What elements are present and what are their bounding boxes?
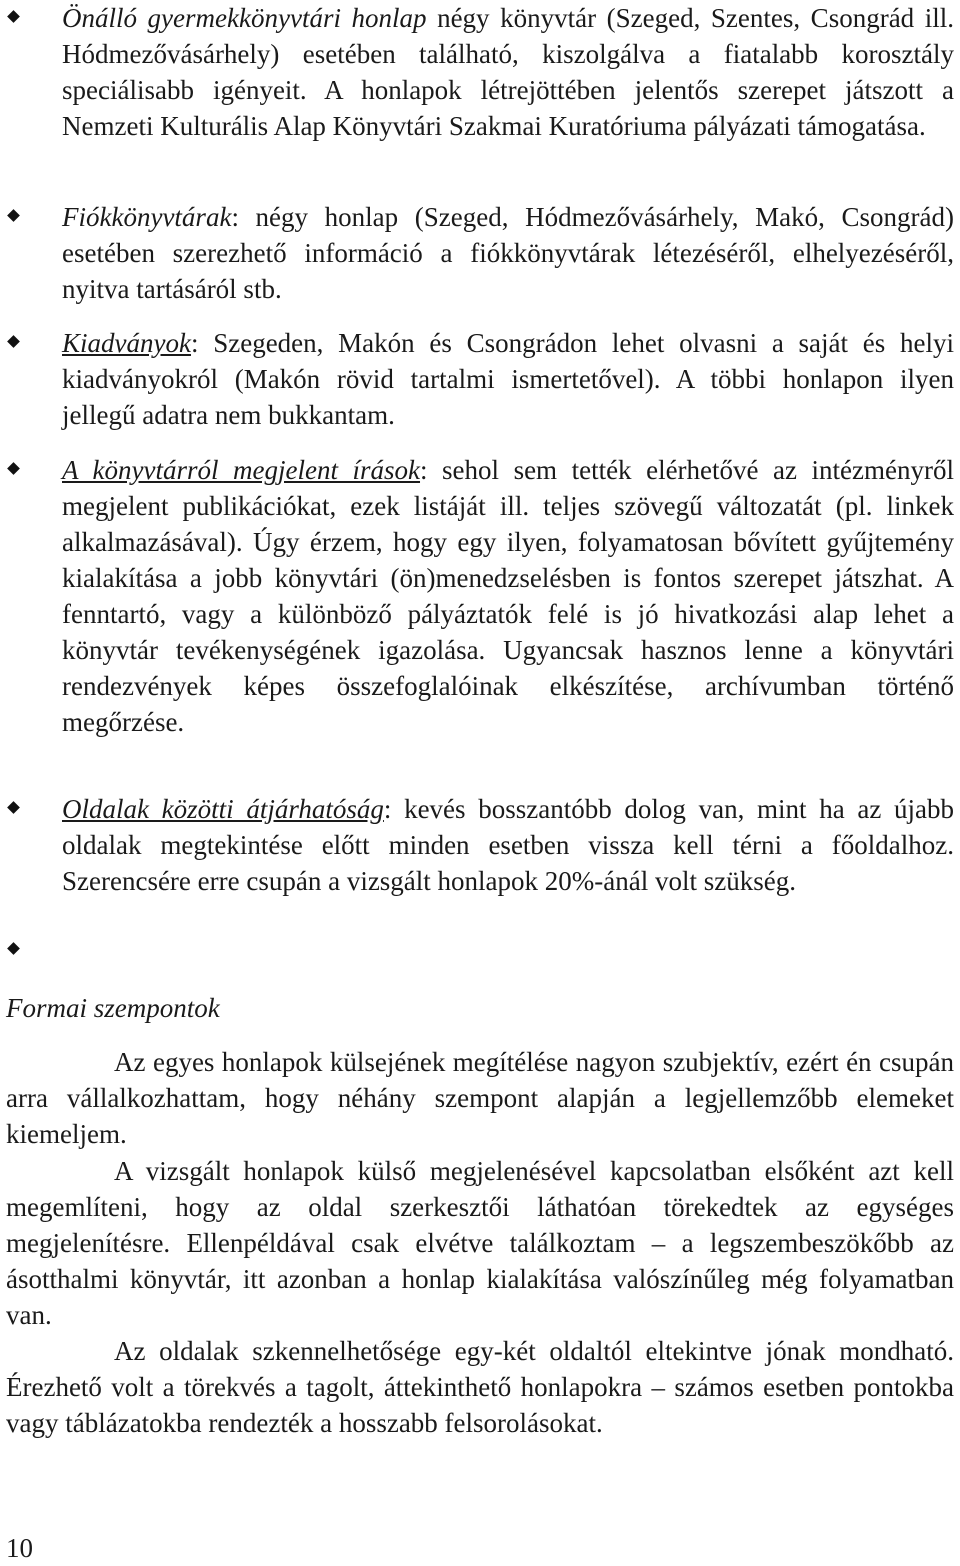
body-paragraph: Az egyes honlapok külsejének megítélése nagyon szubjektív, ezért én csupán arra vállalkozhattam, hogy néhány szempont alapján a legjellemzőbb elemeket kiemeljem. — [6, 1047, 954, 1149]
diamond-bullet-icon — [7, 209, 20, 222]
diamond-bullet-icon — [7, 462, 20, 475]
bullet-text: : sehol sem tették elérhetővé az intézményről megjelent publikációkat, ezek listáját ill. teljes szövegű változatát (pl. linkek alkalmazásával). Úgy érzem, hogy egy ilyen, folyamatosan bővített gyűjtemény kialakítása a jobb könyvtári (ön)menedzselésben is fontos szerepet játszhat. A fenntartó, vagy a különböző pályáztatók felé is jó hivatkozási alap lehet a könyvtár tevékenységének igazolása. Ugyancsak hasznos lenne a könyvtári rendezvények képes összefoglalóinak elkészítése, archívumban történő megőrzése. — [62, 455, 954, 737]
diamond-bullet-icon — [7, 801, 20, 814]
bullet-text: : Szegeden, Makón és Csongrádon lehet olvasni a saját és helyi kiadványokról (Makón rövid tartalmi ismertetővel). A többi honlapon ilyen jellegű adatra nem bukkantam. — [62, 328, 954, 430]
bullet-term: Önálló gyermekkönyvtári honlap — [62, 3, 427, 33]
list-item — [0, 452, 960, 740]
body-paragraph: Az oldalak szkennelhetősége egy-két oldaltól eltekintve jónak mondható. Érezhető volt a törekvés a tagolt, áttekinthető honlapokra – számos esetben pontokba vagy táblázatokba rendezték a hosszabb felsorolásokat. — [6, 1336, 954, 1438]
bullet-term: Oldalak közötti átjárhatóság — [62, 794, 384, 824]
bullet-text: négy könyvtár (Szeged, Szentes, Csongrád ill. Hódmezővásárhely) esetében található, kiszolgálva a fiatalabb korosztály speciálisabb igényeit. A honlapok létrejöttében jelentős szerepet játszott a Nemzeti Kulturális Alap Könyvtári Szakmai Kuratóriuma pályázati támogatása. — [62, 3, 954, 141]
bullet-term: Kiadványok — [62, 328, 191, 358]
list-item — [0, 199, 960, 307]
bullet-term: Fiókkönyvtárak — [62, 202, 232, 232]
bullet-text: : négy honlap (Szeged, Hódmezővásárhely, Makó, Csongrád) esetében szerezhető információ a fiókkönyvtárak létezéséről, elhelyezéséről, nyitva tartásáról stb. — [62, 202, 954, 304]
list-item — [0, 325, 960, 433]
page-number: 10 — [6, 1533, 33, 1563]
bullet-term: A könyvtárról megjelent írások — [62, 455, 421, 485]
diamond-bullet-icon — [7, 942, 20, 955]
list-item — [0, 0, 960, 144]
body-paragraph: A vizsgált honlapok külső megjelenésével kapcsolatban elsőként azt kell megemlíteni, hogy az oldal szerkesztői láthatóan törekedtek az egységes megjelenítésre. Ellenpéldával csak elvétve találkoztam – a legszembeszökőbb az ásotthalmi könyvtár, itt azonban a honlap kialakítása valószínűleg még folyamatban van. — [6, 1156, 954, 1330]
diamond-bullet-icon — [7, 335, 20, 348]
list-item — [0, 791, 960, 899]
diamond-bullet-icon — [7, 10, 20, 23]
section-heading: Formai szempontok — [6, 993, 220, 1023]
bullet-text: : kevés bosszantóbb dolog van, mint ha az újabb oldalak megtekintése előtt minden esetben vissza kell térni a főoldalhoz. Szerencsére erre csupán a vizsgált honlapok 20%-ánál volt szükség. — [62, 794, 955, 896]
empty-list-item — [0, 932, 960, 968]
